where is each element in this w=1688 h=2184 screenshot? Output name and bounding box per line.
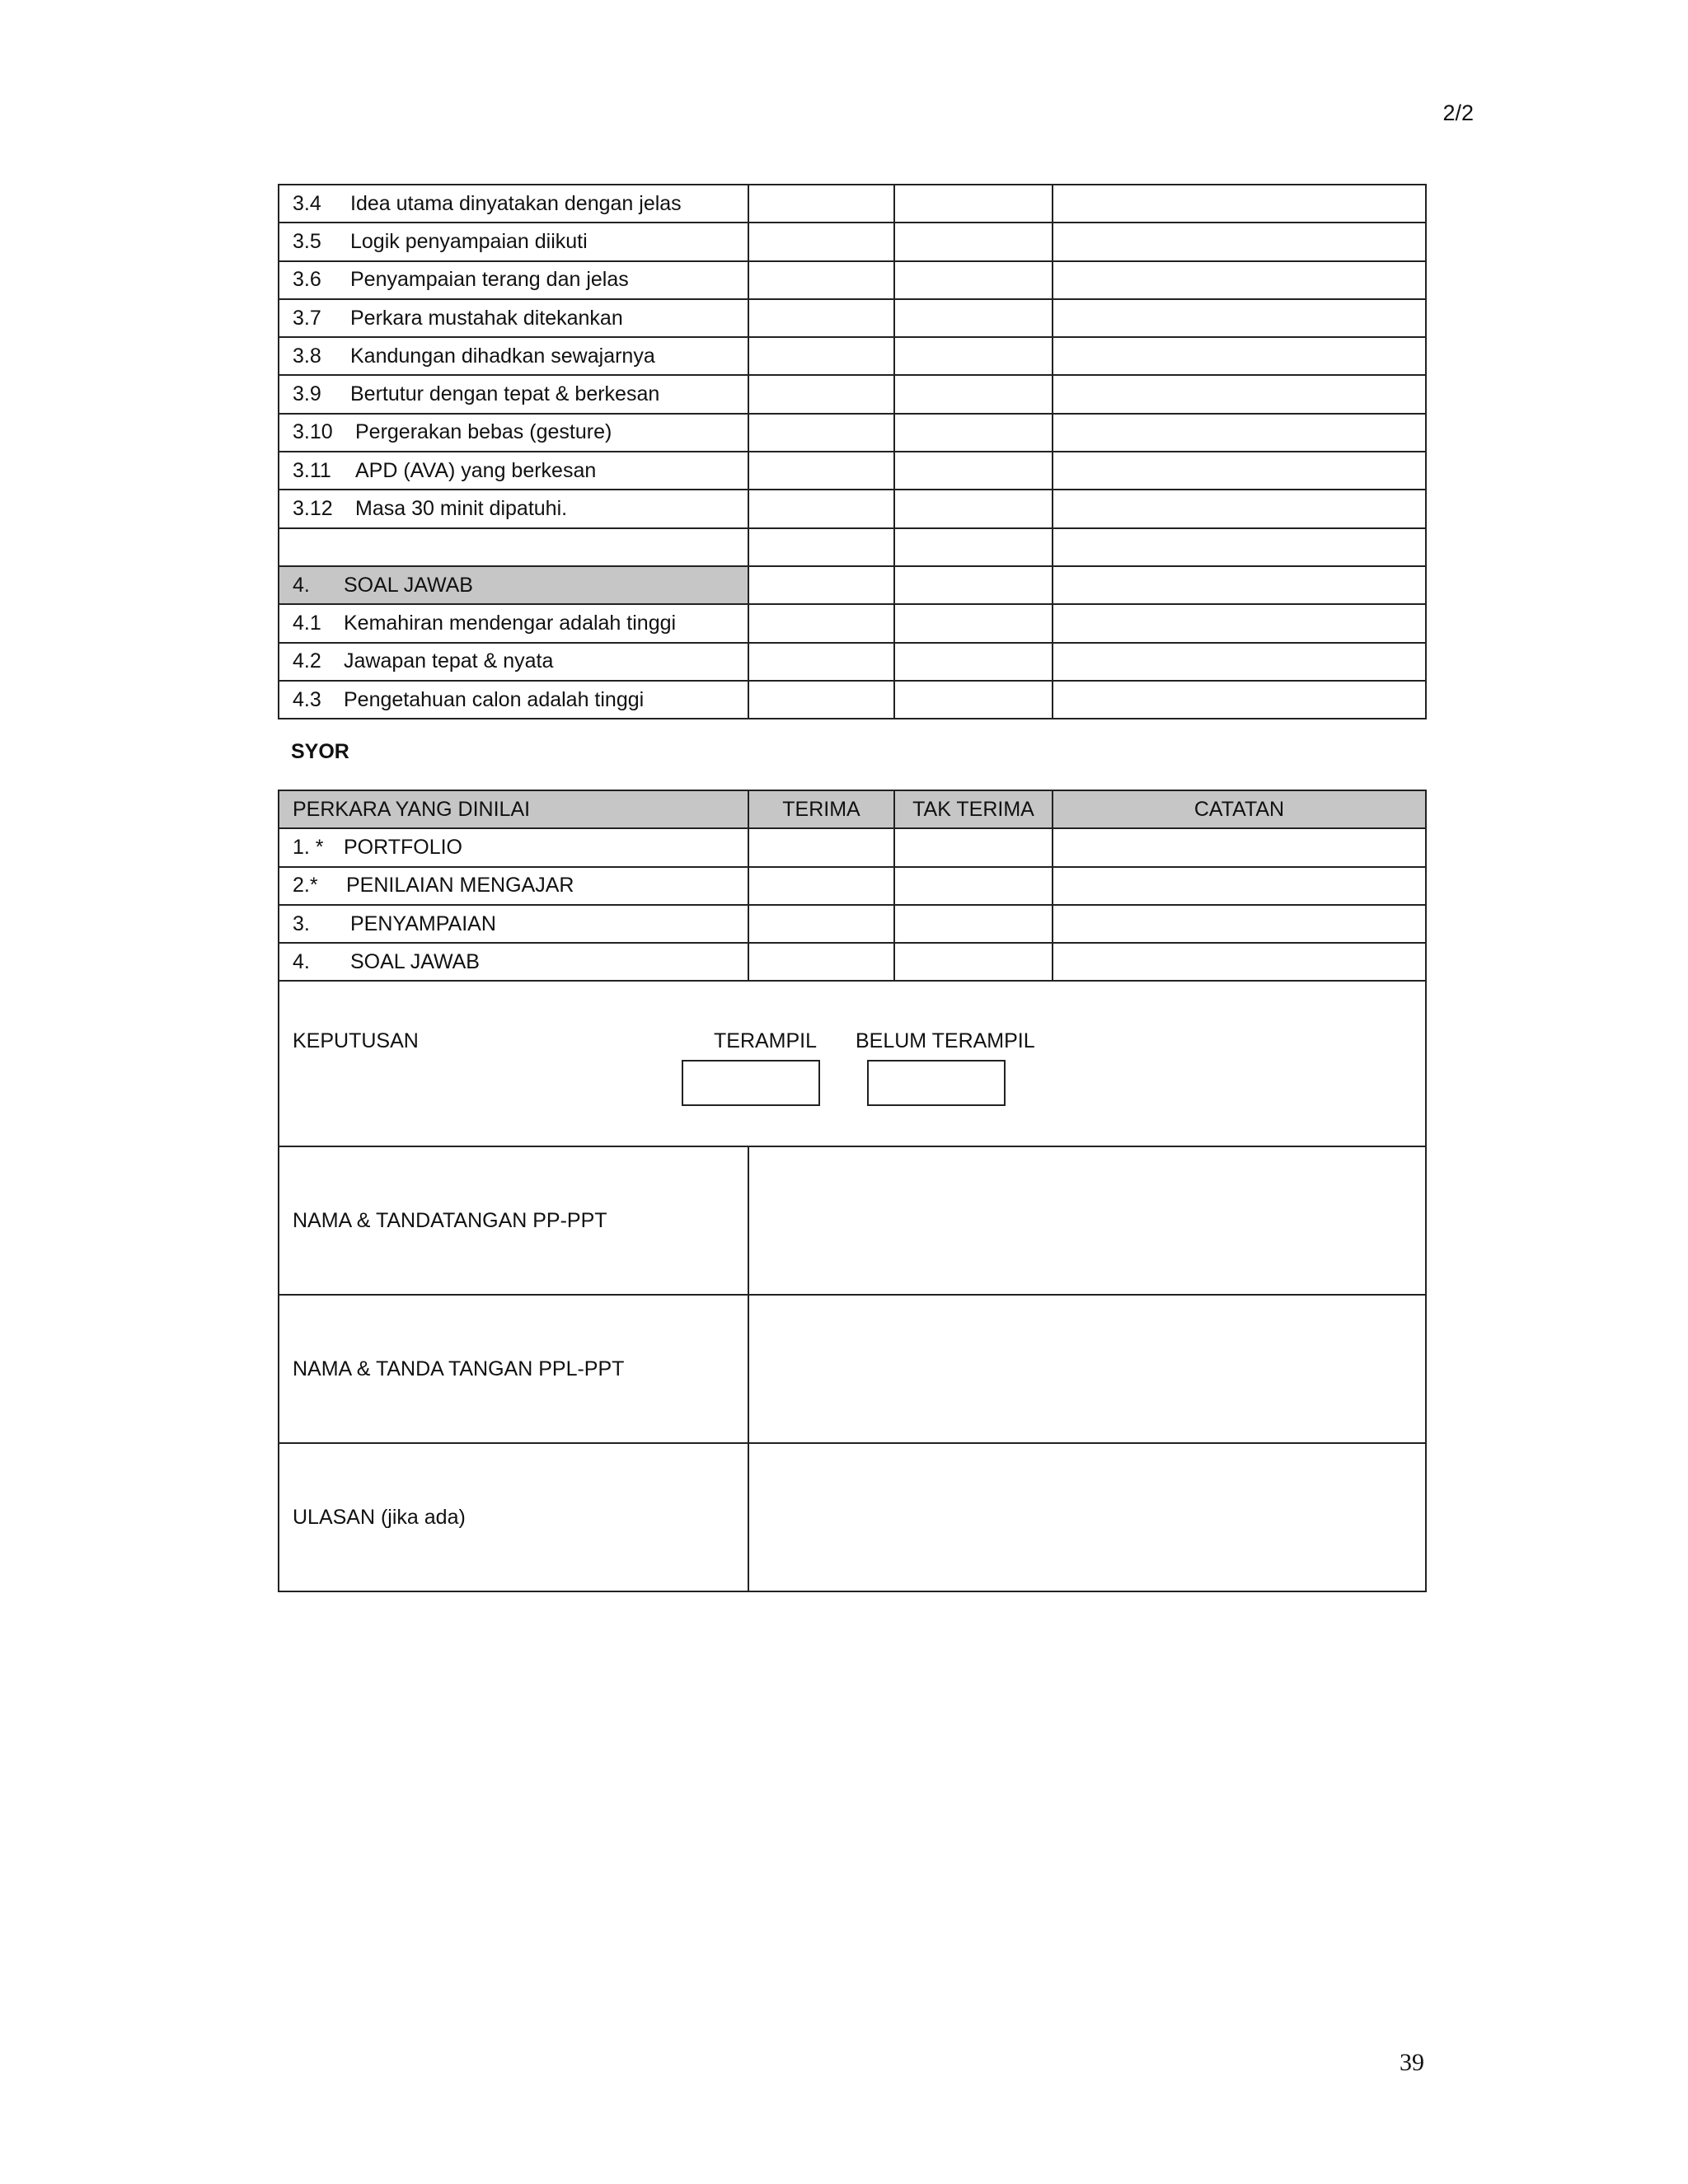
evaluation-table xyxy=(278,184,1427,719)
section-header-cell xyxy=(279,566,748,604)
signature-label: NAMA & TANDATANGAN PP-PPT xyxy=(279,1146,748,1295)
column-header: PERKARA YANG DINILAI xyxy=(279,790,748,828)
score-cell[interactable] xyxy=(748,566,894,604)
score-cell[interactable] xyxy=(748,490,894,527)
criterion-number: 3.12 xyxy=(293,497,333,521)
criterion-number: 3.5 xyxy=(293,229,321,253)
score-cell[interactable] xyxy=(894,681,1053,719)
criterion-label: Perkara mustahak ditekankan xyxy=(350,306,623,330)
criterion-number: 4.2 xyxy=(293,649,321,673)
score-cell[interactable] xyxy=(748,681,894,719)
score-cell[interactable] xyxy=(748,604,894,642)
score-cell[interactable] xyxy=(748,337,894,375)
table-row xyxy=(279,490,1426,527)
criterion-number: 3.6 xyxy=(293,268,321,292)
table-row xyxy=(279,337,1426,375)
syor-table xyxy=(278,790,1427,1592)
score-cell[interactable] xyxy=(894,604,1053,642)
note-cell[interactable] xyxy=(1053,604,1426,642)
item-label: PENILAIAN MENGAJAR xyxy=(346,874,574,898)
criterion-label: Masa 30 minit dipatuhi. xyxy=(355,497,568,521)
score-cell[interactable] xyxy=(894,375,1053,413)
table-row xyxy=(279,414,1426,452)
table-row xyxy=(279,375,1426,413)
table-row xyxy=(279,261,1426,299)
belum-terampil-checkbox[interactable] xyxy=(867,1060,1006,1106)
criterion-number: 3.11 xyxy=(293,458,331,482)
criterion-label: Pengetahuan calon adalah tinggi xyxy=(344,687,645,711)
criterion-label: Jawapan tepat & nyata xyxy=(344,649,554,673)
keputusan-label: KEPUTUSAN xyxy=(293,1029,419,1053)
item-cell xyxy=(279,828,748,866)
table-row xyxy=(279,185,1426,223)
table-row xyxy=(279,299,1426,337)
criterion-label: Kemahiran mendengar adalah tinggi xyxy=(344,611,677,635)
catatan-cell[interactable] xyxy=(1053,867,1426,905)
score-cell[interactable] xyxy=(748,299,894,337)
note-cell[interactable] xyxy=(1053,414,1426,452)
catatan-cell[interactable] xyxy=(1053,943,1426,981)
item-cell xyxy=(279,905,748,943)
item-number: 4. xyxy=(293,949,310,973)
score-cell[interactable] xyxy=(748,223,894,260)
tak-terima-cell[interactable] xyxy=(894,867,1053,905)
item-number: 3. xyxy=(293,912,310,935)
table-row xyxy=(279,452,1426,490)
syor-header-row xyxy=(279,790,1426,828)
criterion-cell xyxy=(279,414,748,452)
score-cell[interactable] xyxy=(748,375,894,413)
score-cell[interactable] xyxy=(748,528,894,566)
item-number: 1. * xyxy=(293,835,324,859)
criterion-cell xyxy=(279,223,748,260)
criterion-number: 3.9 xyxy=(293,382,321,406)
ulasan-label: ULASAN (jika ada) xyxy=(279,1443,748,1591)
table-row xyxy=(279,681,1426,719)
terima-cell[interactable] xyxy=(748,828,894,866)
note-cell[interactable] xyxy=(1053,528,1426,566)
score-cell[interactable] xyxy=(894,566,1053,604)
criterion-number: 3.10 xyxy=(293,420,333,444)
table-row xyxy=(279,905,1426,943)
note-cell[interactable] xyxy=(1053,566,1426,604)
criterion-cell xyxy=(279,452,748,490)
section-header-row xyxy=(279,566,1426,604)
column-header: CATATAN xyxy=(1053,790,1426,828)
table-row xyxy=(279,223,1426,260)
score-cell[interactable] xyxy=(894,528,1053,566)
item-label: PORTFOLIO xyxy=(344,835,463,859)
terima-cell[interactable] xyxy=(748,905,894,943)
score-cell[interactable] xyxy=(748,643,894,681)
note-cell[interactable] xyxy=(1053,681,1426,719)
terampil-label: TERAMPIL xyxy=(714,1029,818,1053)
criterion-label: Bertutur dengan tepat & berkesan xyxy=(350,382,660,406)
note-cell[interactable] xyxy=(1053,375,1426,413)
catatan-cell[interactable] xyxy=(1053,905,1426,943)
score-cell[interactable] xyxy=(894,452,1053,490)
page-indicator: 2/2 xyxy=(1442,101,1474,125)
score-cell[interactable] xyxy=(748,414,894,452)
note-cell[interactable] xyxy=(1053,185,1426,223)
belum-terampil-label: BELUM TERAMPIL xyxy=(856,1029,1035,1053)
table-row xyxy=(279,604,1426,642)
criterion-cell xyxy=(279,490,748,527)
terampil-checkbox[interactable] xyxy=(682,1060,820,1106)
criterion-label: Kandungan dihadkan sewajarnya xyxy=(350,344,655,368)
score-cell[interactable] xyxy=(894,337,1053,375)
criterion-cell xyxy=(279,261,748,299)
section-title: SOAL JAWAB xyxy=(344,573,473,597)
column-header: TAK TERIMA xyxy=(894,790,1053,828)
score-cell[interactable] xyxy=(748,452,894,490)
tak-terima-cell[interactable] xyxy=(894,828,1053,866)
catatan-cell[interactable] xyxy=(1053,828,1426,866)
tak-terima-cell[interactable] xyxy=(894,943,1053,981)
note-cell[interactable] xyxy=(1053,643,1426,681)
criterion-number: 4.1 xyxy=(293,611,321,635)
score-cell[interactable] xyxy=(894,261,1053,299)
score-cell[interactable] xyxy=(748,185,894,223)
item-cell xyxy=(279,867,748,905)
note-cell[interactable] xyxy=(1053,223,1426,260)
criterion-cell xyxy=(279,643,748,681)
criterion-cell xyxy=(279,185,748,223)
note-cell[interactable] xyxy=(1053,261,1426,299)
note-cell[interactable] xyxy=(1053,299,1426,337)
table-row xyxy=(279,643,1426,681)
table-row xyxy=(279,867,1426,905)
tak-terima-cell[interactable] xyxy=(894,905,1053,943)
keputusan-row xyxy=(279,981,1426,1146)
note-cell[interactable] xyxy=(1053,490,1426,527)
signature-field[interactable] xyxy=(748,1146,1426,1295)
terima-cell[interactable] xyxy=(748,867,894,905)
ulasan-field[interactable] xyxy=(748,1443,1426,1591)
criterion-cell xyxy=(279,299,748,337)
criterion-label: Pergerakan bebas (gesture) xyxy=(355,420,612,444)
score-cell[interactable] xyxy=(748,261,894,299)
criterion-cell xyxy=(279,337,748,375)
table-row-blank xyxy=(279,528,1426,566)
score-cell[interactable] xyxy=(894,299,1053,337)
criterion-label: Idea utama dinyatakan dengan jelas xyxy=(350,191,682,215)
criterion-cell xyxy=(279,681,748,719)
item-label: SOAL JAWAB xyxy=(350,949,480,973)
terima-cell[interactable] xyxy=(748,943,894,981)
score-cell[interactable] xyxy=(894,643,1053,681)
criterion-number: 3.4 xyxy=(293,191,321,215)
ulasan-row xyxy=(279,1443,1426,1591)
criterion-label: APD (AVA) yang berkesan xyxy=(355,458,597,482)
signature-row-ppl-ppt xyxy=(279,1295,1426,1443)
score-cell[interactable] xyxy=(894,414,1053,452)
note-cell[interactable] xyxy=(1053,337,1426,375)
criterion-number: 3.8 xyxy=(293,344,321,368)
signature-row-pp-ppt xyxy=(279,1146,1426,1295)
criterion-cell xyxy=(279,375,748,413)
section-number: 4. xyxy=(293,573,310,597)
note-cell[interactable] xyxy=(1053,452,1426,490)
criterion-number: 3.7 xyxy=(293,306,321,330)
score-cell[interactable] xyxy=(894,223,1053,260)
criterion-cell xyxy=(279,528,748,566)
score-cell[interactable] xyxy=(894,185,1053,223)
criterion-number: 4.3 xyxy=(293,687,321,711)
item-cell xyxy=(279,943,748,981)
keputusan-cell xyxy=(279,981,1426,1146)
item-number: 2.* xyxy=(293,874,318,898)
syor-heading: SYOR xyxy=(291,740,349,763)
score-cell[interactable] xyxy=(894,490,1053,527)
item-label: PENYAMPAIAN xyxy=(350,912,496,935)
criterion-cell xyxy=(279,604,748,642)
page-number: 39 xyxy=(1400,2049,1424,2076)
signature-label: NAMA & TANDA TANGAN PPL-PPT xyxy=(279,1295,748,1443)
column-header: TERIMA xyxy=(748,790,894,828)
criterion-label: Logik penyampaian diikuti xyxy=(350,229,588,253)
table-row xyxy=(279,943,1426,981)
signature-field[interactable] xyxy=(748,1295,1426,1443)
criterion-label: Penyampaian terang dan jelas xyxy=(350,268,629,292)
table-row xyxy=(279,828,1426,866)
